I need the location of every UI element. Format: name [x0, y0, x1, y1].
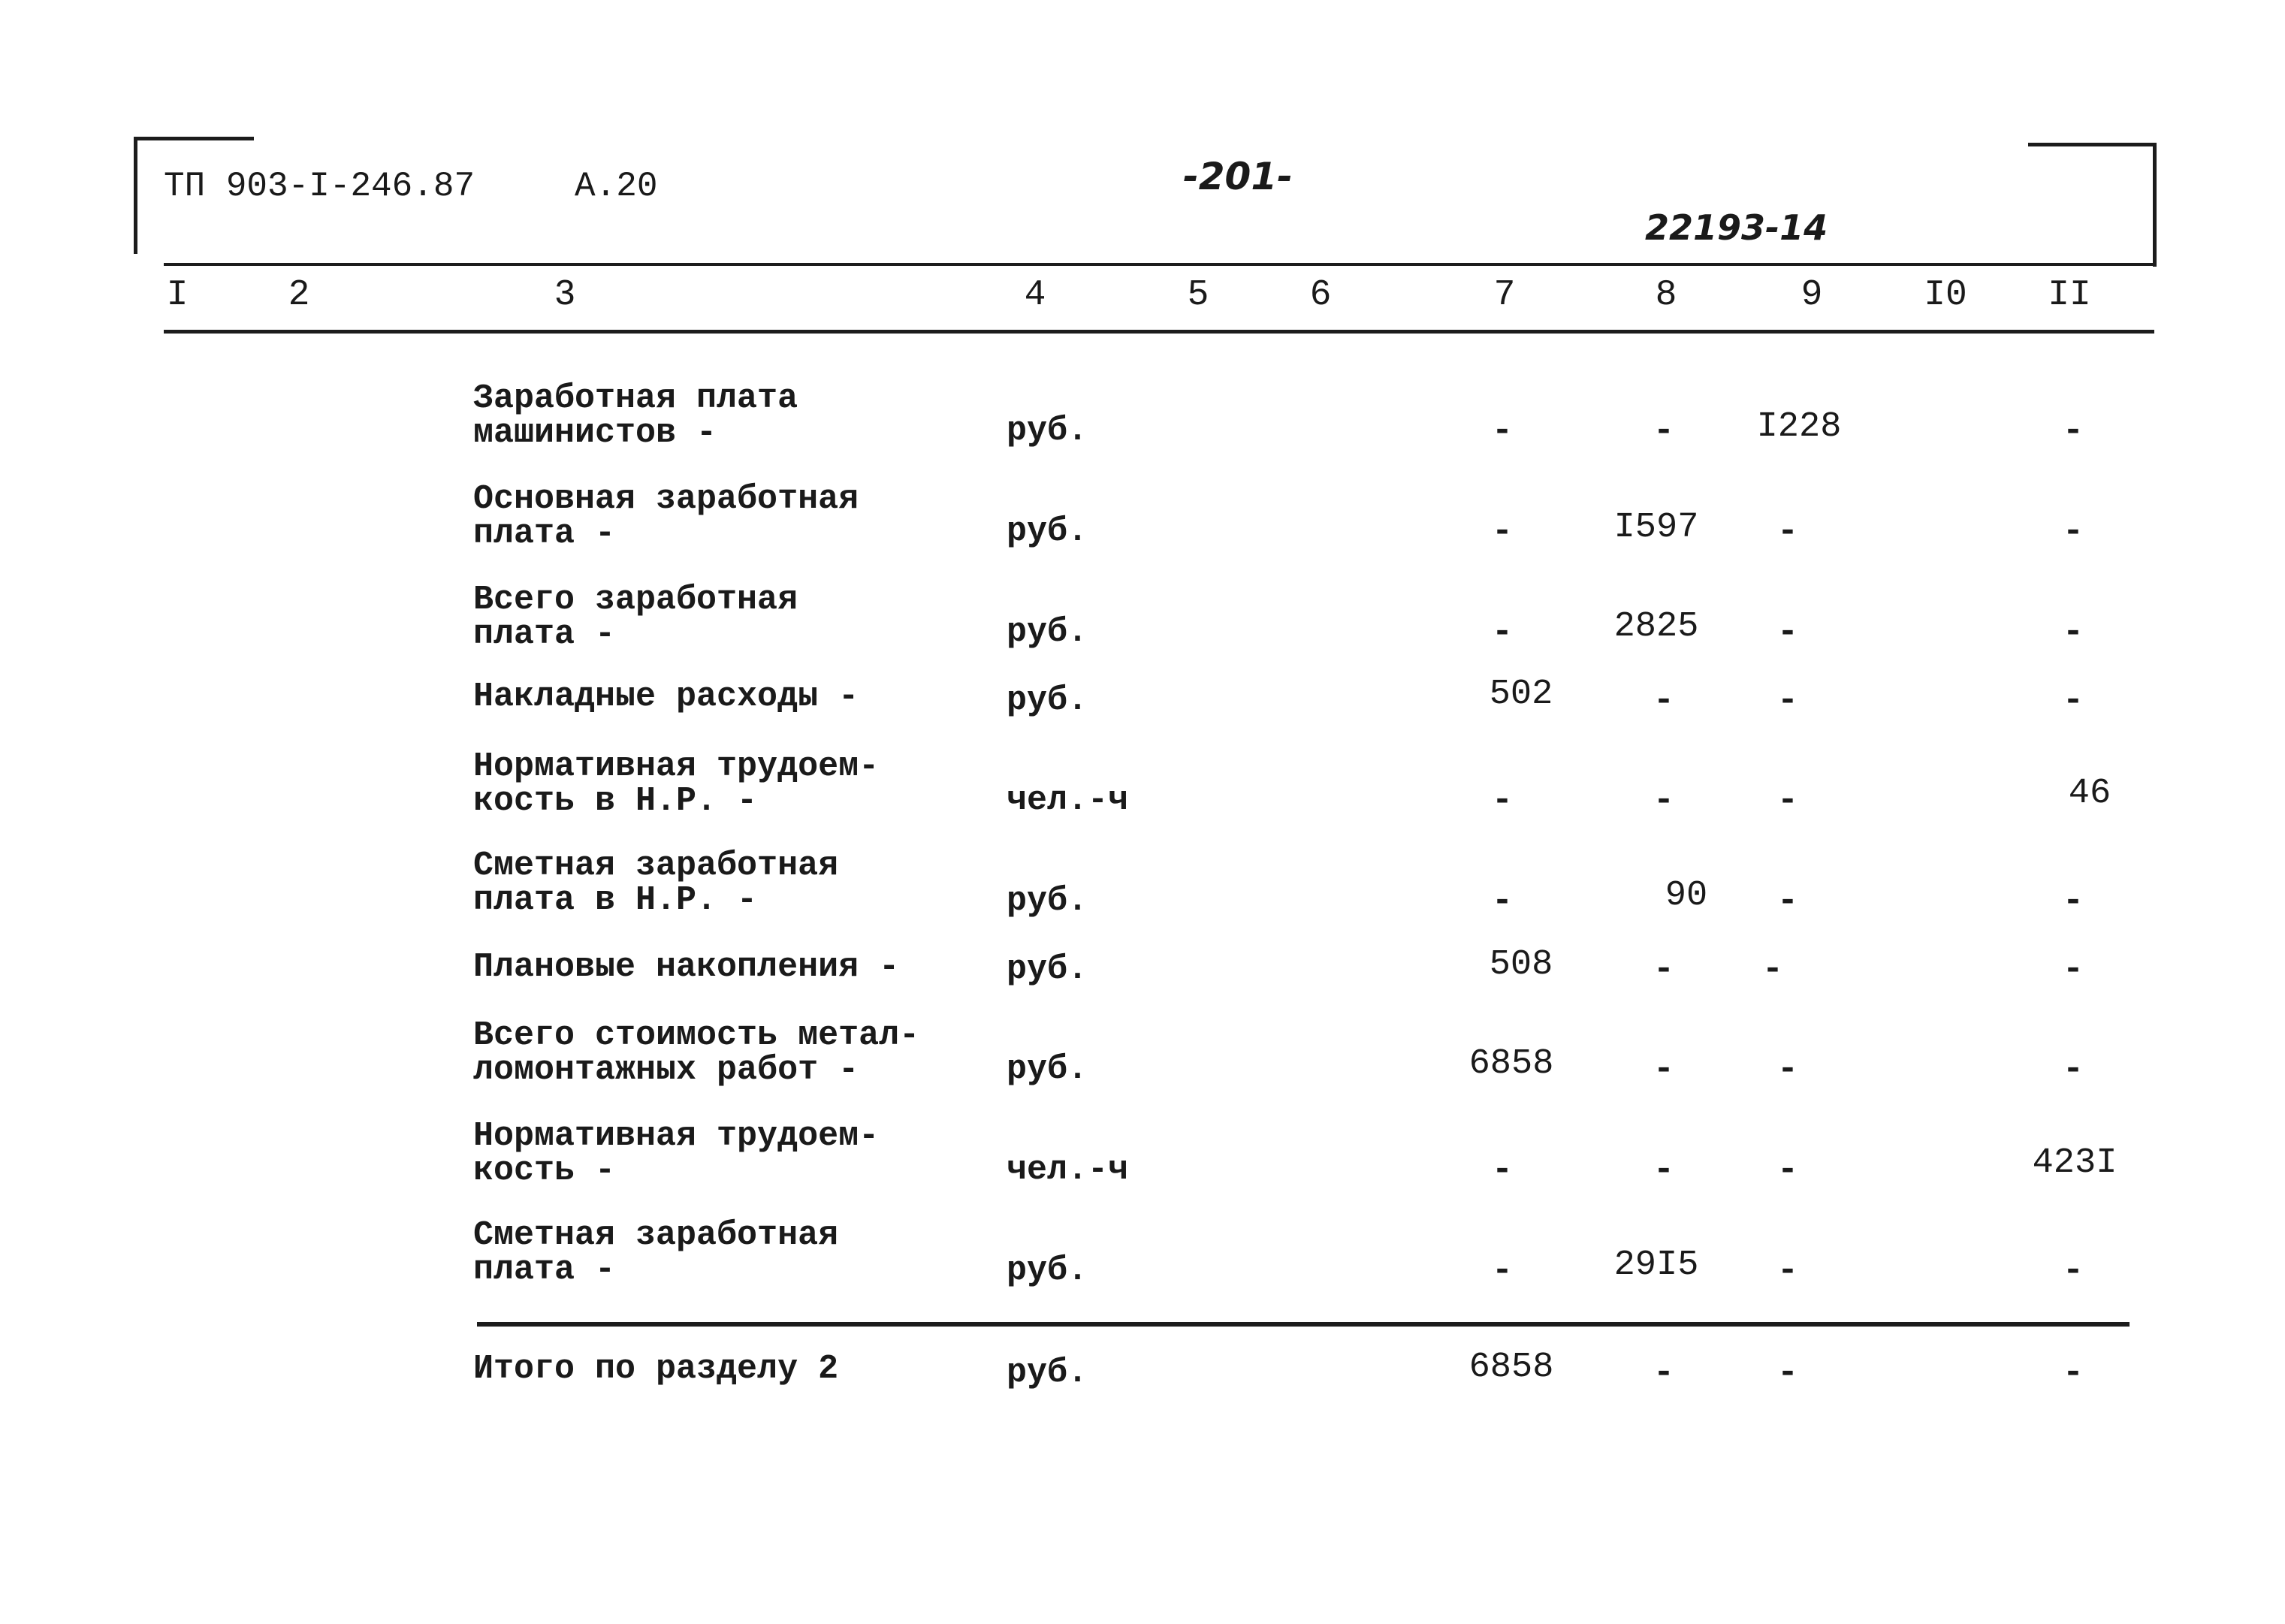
row-unit: чел.-ч [1007, 781, 1129, 820]
value-col8: - [1653, 1050, 1675, 1090]
value-col11: - [2062, 681, 2084, 721]
row-unit: чел.-ч [1007, 1151, 1129, 1189]
row-unit: руб. [1007, 1050, 1088, 1088]
value-col11: - [2062, 1050, 2084, 1090]
row-unit: руб. [1007, 613, 1088, 651]
value-col11: - [2062, 512, 2084, 552]
frame-left-border [134, 140, 137, 254]
value-col9: - [1776, 1151, 1799, 1191]
column-number: I [166, 275, 189, 315]
column-number: II [2048, 275, 2091, 315]
row-unit: руб. [1007, 681, 1088, 720]
value-col8: 2825 [1613, 607, 1699, 647]
row-label: Всего стоимость метал- ломонтажных работ - [473, 1016, 920, 1089]
value-col9: - [1776, 681, 1799, 721]
row-label: Сметная заработная плата в Н.Р. - [473, 847, 839, 919]
sheet-code: 22193-14 [1645, 207, 1828, 248]
row-unit: руб. [1007, 882, 1088, 920]
album-code: А.20 [575, 167, 658, 206]
value-col7: - [1491, 882, 1514, 922]
row-label: Сметная заработная плата - [473, 1216, 839, 1289]
column-number: 8 [1655, 275, 1677, 315]
value-col8: I597 [1613, 508, 1699, 548]
row-label: Накладные расходы - [473, 678, 859, 716]
value-col8: - [1653, 781, 1675, 821]
value-col8: 90 [1665, 876, 1708, 916]
row-unit: руб. [1007, 1251, 1088, 1290]
value-col7: 502 [1489, 675, 1553, 714]
value-col11: - [2062, 613, 2084, 653]
frame-top-right-corner [2028, 143, 2156, 146]
column-number: 9 [1801, 275, 1823, 315]
frame-right-border [2153, 143, 2157, 267]
total-rule [477, 1322, 2130, 1327]
value-col9: - [1776, 1251, 1799, 1291]
column-number-rule [164, 330, 2154, 334]
value-col7: - [1491, 512, 1514, 552]
value-col8: - [1653, 1151, 1675, 1191]
value-col8: 29I5 [1613, 1245, 1699, 1285]
column-number: 2 [288, 275, 310, 315]
row-label: Плановые накопления - [473, 948, 900, 986]
column-number: 3 [554, 275, 576, 315]
header-rule [164, 263, 2156, 266]
page-number: -201- [1183, 155, 1293, 198]
value-col9: - [1761, 950, 1784, 990]
total-col7: 6858 [1468, 1348, 1554, 1387]
value-col7: 6858 [1468, 1044, 1554, 1084]
value-col11: 46 [2068, 774, 2111, 814]
value-col11: - [2062, 412, 2084, 451]
total-col9: - [1776, 1354, 1799, 1393]
value-col9: - [1776, 613, 1799, 653]
value-col7: - [1491, 613, 1514, 653]
value-col11: - [2062, 882, 2084, 922]
column-number: 5 [1187, 275, 1209, 315]
value-col7: - [1491, 1151, 1514, 1191]
column-number: 4 [1024, 275, 1046, 315]
value-col7: - [1491, 1251, 1514, 1291]
value-col8: - [1653, 950, 1675, 990]
value-col9: - [1776, 1050, 1799, 1090]
row-label: Основная заработная плата - [473, 480, 859, 553]
row-unit: руб. [1007, 512, 1088, 551]
total-col11: - [2062, 1354, 2084, 1393]
frame-top-left-corner [134, 137, 254, 140]
value-col7: 508 [1489, 945, 1553, 985]
value-col7: - [1491, 781, 1514, 821]
total-unit: руб. [1007, 1354, 1088, 1392]
row-unit: руб. [1007, 412, 1088, 450]
value-col11: - [2062, 950, 2084, 990]
column-number: 7 [1493, 275, 1516, 315]
doc-code: ТП 903-I-246.87 [164, 167, 475, 206]
value-col11: 423I [2032, 1143, 2117, 1183]
row-unit: руб. [1007, 950, 1088, 989]
value-col8: - [1653, 412, 1675, 451]
column-number: I0 [1924, 275, 1967, 315]
row-label: Заработная плата машинистов - [473, 379, 798, 452]
total-label: Итого по разделу 2 [473, 1350, 839, 1388]
total-col8: - [1653, 1354, 1675, 1393]
row-label: Нормативная трудоем- кость - [473, 1117, 880, 1190]
value-col8: - [1653, 681, 1675, 721]
value-col11: - [2062, 1251, 2084, 1291]
column-number: 6 [1309, 275, 1332, 315]
value-col7: - [1491, 412, 1514, 451]
value-col9: I228 [1756, 407, 1842, 447]
row-label: Всего заработная плата - [473, 581, 798, 654]
value-col9: - [1776, 781, 1799, 821]
value-col9: - [1776, 882, 1799, 922]
row-label: Нормативная трудоем- кость в Н.Р. - [473, 747, 880, 820]
value-col9: - [1776, 512, 1799, 552]
